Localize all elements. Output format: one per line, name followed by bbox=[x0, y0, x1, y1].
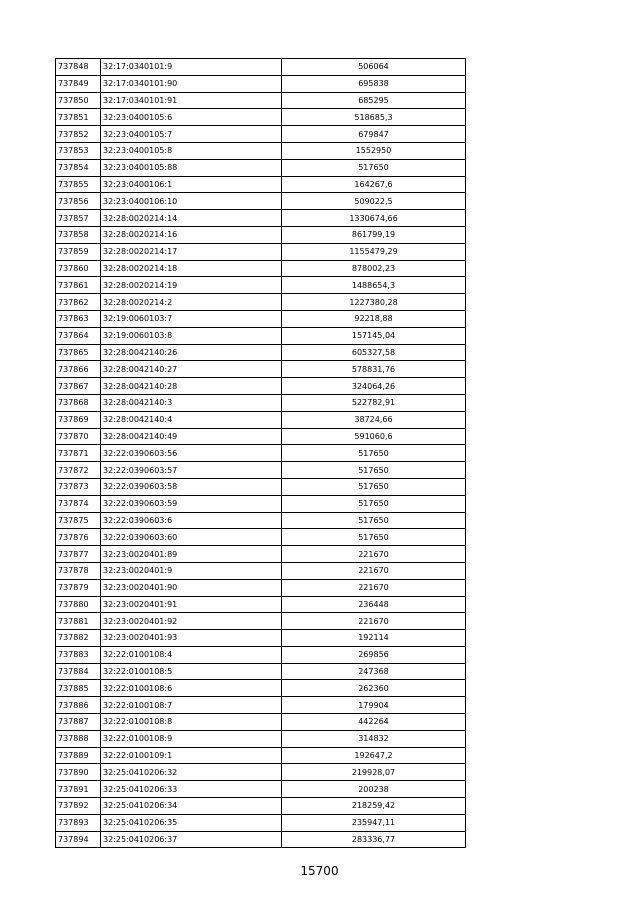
row-id-cell: 737889 bbox=[56, 747, 101, 764]
cadastral-number-cell: 32:23:0400105:6 bbox=[101, 109, 282, 126]
table-row bbox=[56, 310, 466, 327]
row-id-cell: 737878 bbox=[56, 562, 101, 579]
table-row bbox=[56, 109, 466, 126]
row-id-cell: 737891 bbox=[56, 781, 101, 798]
cadastral-value-cell: 605327,58 bbox=[282, 344, 466, 361]
row-id-cell: 737873 bbox=[56, 478, 101, 495]
table-row bbox=[56, 646, 466, 663]
cadastral-number-cell: 32:23:0020401:9 bbox=[101, 562, 282, 579]
cadastral-value-cell: 517650 bbox=[282, 512, 466, 529]
cadastral-value-cell: 262360 bbox=[282, 680, 466, 697]
row-id-cell: 737860 bbox=[56, 260, 101, 277]
table-row bbox=[56, 512, 466, 529]
cadastral-value-cell: 861799,19 bbox=[282, 226, 466, 243]
cadastral-number-cell: 32:22:0390603:56 bbox=[101, 445, 282, 462]
table-row bbox=[56, 277, 466, 294]
row-id-cell: 737855 bbox=[56, 176, 101, 193]
table-row bbox=[56, 193, 466, 210]
row-id-cell: 737870 bbox=[56, 428, 101, 445]
row-id-cell: 737857 bbox=[56, 210, 101, 227]
row-id-cell: 737884 bbox=[56, 663, 101, 680]
cadastral-value-cell: 517650 bbox=[282, 478, 466, 495]
row-id-cell: 737892 bbox=[56, 798, 101, 815]
cadastral-value-cell: 269856 bbox=[282, 646, 466, 663]
row-id-cell: 737886 bbox=[56, 697, 101, 714]
cadastral-number-cell: 32:28:0042140:3 bbox=[101, 394, 282, 411]
cadastral-value-table bbox=[55, 58, 466, 848]
table-row bbox=[56, 378, 466, 395]
table-row bbox=[56, 92, 466, 109]
cadastral-number-cell: 32:22:0390603:6 bbox=[101, 512, 282, 529]
cadastral-value-cell: 179904 bbox=[282, 697, 466, 714]
cadastral-value-cell: 221670 bbox=[282, 579, 466, 596]
row-id-cell: 737865 bbox=[56, 344, 101, 361]
cadastral-value-cell: 192114 bbox=[282, 630, 466, 647]
row-id-cell: 737879 bbox=[56, 579, 101, 596]
cadastral-value-cell: 878002,23 bbox=[282, 260, 466, 277]
table-row bbox=[56, 226, 466, 243]
table-row bbox=[56, 428, 466, 445]
cadastral-value-cell: 235947,11 bbox=[282, 814, 466, 831]
row-id-cell: 737874 bbox=[56, 495, 101, 512]
cadastral-value-cell: 221670 bbox=[282, 562, 466, 579]
table-row bbox=[56, 210, 466, 227]
table-row bbox=[56, 411, 466, 428]
cadastral-number-cell: 32:23:0400105:7 bbox=[101, 126, 282, 143]
cadastral-number-cell: 32:23:0020401:93 bbox=[101, 630, 282, 647]
row-id-cell: 737880 bbox=[56, 596, 101, 613]
table-row bbox=[56, 243, 466, 260]
cadastral-value-cell: 442264 bbox=[282, 714, 466, 731]
table-row bbox=[56, 327, 466, 344]
row-id-cell: 737852 bbox=[56, 126, 101, 143]
cadastral-value-cell: 247368 bbox=[282, 663, 466, 680]
row-id-cell: 737853 bbox=[56, 142, 101, 159]
cadastral-number-cell: 32:23:0020401:89 bbox=[101, 546, 282, 563]
cadastral-number-cell: 32:25:0410206:32 bbox=[101, 764, 282, 781]
table-row bbox=[56, 361, 466, 378]
cadastral-number-cell: 32:22:0100108:8 bbox=[101, 714, 282, 731]
cadastral-value-cell: 578831,76 bbox=[282, 361, 466, 378]
row-id-cell: 737848 bbox=[56, 59, 101, 76]
table-body bbox=[56, 59, 466, 848]
table-row bbox=[56, 546, 466, 563]
cadastral-value-cell: 38724,66 bbox=[282, 411, 466, 428]
table-row bbox=[56, 730, 466, 747]
cadastral-value-cell: 506064 bbox=[282, 59, 466, 76]
cadastral-number-cell: 32:22:0390603:58 bbox=[101, 478, 282, 495]
cadastral-number-cell: 32:25:0410206:34 bbox=[101, 798, 282, 815]
row-id-cell: 737890 bbox=[56, 764, 101, 781]
table-row bbox=[56, 394, 466, 411]
cadastral-value-cell: 518685,3 bbox=[282, 109, 466, 126]
cadastral-number-cell: 32:23:0020401:90 bbox=[101, 579, 282, 596]
cadastral-value-cell: 218259,42 bbox=[282, 798, 466, 815]
cadastral-number-cell: 32:23:0400105:8 bbox=[101, 142, 282, 159]
row-id-cell: 737875 bbox=[56, 512, 101, 529]
cadastral-number-cell: 32:22:0100108:7 bbox=[101, 697, 282, 714]
cadastral-number-cell: 32:17:0340101:9 bbox=[101, 59, 282, 76]
cadastral-number-cell: 32:22:0100108:9 bbox=[101, 730, 282, 747]
cadastral-number-cell: 32:22:0390603:59 bbox=[101, 495, 282, 512]
cadastral-number-cell: 32:23:0400106:10 bbox=[101, 193, 282, 210]
table-row bbox=[56, 344, 466, 361]
cadastral-value-cell: 236448 bbox=[282, 596, 466, 613]
table-row bbox=[56, 529, 466, 546]
cadastral-value-cell: 92218,88 bbox=[282, 310, 466, 327]
cadastral-value-cell: 517650 bbox=[282, 462, 466, 479]
row-id-cell: 737871 bbox=[56, 445, 101, 462]
cadastral-number-cell: 32:28:0020214:14 bbox=[101, 210, 282, 227]
cadastral-number-cell: 32:22:0100108:4 bbox=[101, 646, 282, 663]
cadastral-number-cell: 32:23:0020401:92 bbox=[101, 613, 282, 630]
cadastral-value-cell: 685295 bbox=[282, 92, 466, 109]
cadastral-number-cell: 32:28:0020214:18 bbox=[101, 260, 282, 277]
table-row bbox=[56, 814, 466, 831]
table-row bbox=[56, 630, 466, 647]
row-id-cell: 737876 bbox=[56, 529, 101, 546]
row-id-cell: 737859 bbox=[56, 243, 101, 260]
row-id-cell: 737881 bbox=[56, 613, 101, 630]
row-id-cell: 737882 bbox=[56, 630, 101, 647]
table-row bbox=[56, 596, 466, 613]
row-id-cell: 737862 bbox=[56, 294, 101, 311]
cadastral-number-cell: 32:17:0340101:91 bbox=[101, 92, 282, 109]
table-row bbox=[56, 714, 466, 731]
table-row bbox=[56, 562, 466, 579]
table-row bbox=[56, 294, 466, 311]
row-id-cell: 737858 bbox=[56, 226, 101, 243]
cadastral-number-cell: 32:25:0410206:37 bbox=[101, 831, 282, 848]
table-row bbox=[56, 445, 466, 462]
row-id-cell: 737863 bbox=[56, 310, 101, 327]
cadastral-value-cell: 219928,07 bbox=[282, 764, 466, 781]
row-id-cell: 737850 bbox=[56, 92, 101, 109]
table-row bbox=[56, 831, 466, 848]
cadastral-value-cell: 517650 bbox=[282, 445, 466, 462]
cadastral-value-cell: 1552950 bbox=[282, 142, 466, 159]
cadastral-number-cell: 32:28:0042140:4 bbox=[101, 411, 282, 428]
table-row bbox=[56, 176, 466, 193]
cadastral-number-cell: 32:28:0020214:2 bbox=[101, 294, 282, 311]
row-id-cell: 737856 bbox=[56, 193, 101, 210]
table-row bbox=[56, 697, 466, 714]
cadastral-number-cell: 32:23:0020401:91 bbox=[101, 596, 282, 613]
cadastral-number-cell: 32:19:0060103:7 bbox=[101, 310, 282, 327]
table-row bbox=[56, 680, 466, 697]
cadastral-value-cell: 522782,91 bbox=[282, 394, 466, 411]
page-number: 15700 bbox=[300, 864, 339, 878]
table-row bbox=[56, 478, 466, 495]
row-id-cell: 737861 bbox=[56, 277, 101, 294]
table-row bbox=[56, 798, 466, 815]
cadastral-value-cell: 314832 bbox=[282, 730, 466, 747]
cadastral-number-cell: 32:25:0410206:35 bbox=[101, 814, 282, 831]
row-id-cell: 737867 bbox=[56, 378, 101, 395]
cadastral-value-cell: 221670 bbox=[282, 613, 466, 630]
cadastral-number-cell: 32:22:0100108:5 bbox=[101, 663, 282, 680]
cadastral-value-cell: 324064,26 bbox=[282, 378, 466, 395]
row-id-cell: 737864 bbox=[56, 327, 101, 344]
table-row bbox=[56, 159, 466, 176]
cadastral-number-cell: 32:22:0390603:57 bbox=[101, 462, 282, 479]
row-id-cell: 737887 bbox=[56, 714, 101, 731]
table-row bbox=[56, 260, 466, 277]
row-id-cell: 737883 bbox=[56, 646, 101, 663]
row-id-cell: 737854 bbox=[56, 159, 101, 176]
row-id-cell: 737888 bbox=[56, 730, 101, 747]
cadastral-value-cell: 1155479,29 bbox=[282, 243, 466, 260]
cadastral-number-cell: 32:28:0020214:17 bbox=[101, 243, 282, 260]
cadastral-number-cell: 32:28:0020214:19 bbox=[101, 277, 282, 294]
table-row bbox=[56, 579, 466, 596]
cadastral-number-cell: 32:22:0390603:60 bbox=[101, 529, 282, 546]
table-row bbox=[56, 613, 466, 630]
cadastral-value-cell: 695838 bbox=[282, 75, 466, 92]
table-row bbox=[56, 495, 466, 512]
cadastral-number-cell: 32:28:0042140:49 bbox=[101, 428, 282, 445]
cadastral-value-cell: 1488654,3 bbox=[282, 277, 466, 294]
cadastral-value-cell: 517650 bbox=[282, 495, 466, 512]
cadastral-number-cell: 32:17:0340101:90 bbox=[101, 75, 282, 92]
table-row bbox=[56, 126, 466, 143]
cadastral-number-cell: 32:28:0042140:26 bbox=[101, 344, 282, 361]
cadastral-value-cell: 1330674,66 bbox=[282, 210, 466, 227]
table-row bbox=[56, 142, 466, 159]
cadastral-value-cell: 164267,6 bbox=[282, 176, 466, 193]
table-row bbox=[56, 462, 466, 479]
cadastral-value-cell: 157145,04 bbox=[282, 327, 466, 344]
row-id-cell: 737869 bbox=[56, 411, 101, 428]
row-id-cell: 737877 bbox=[56, 546, 101, 563]
table-row bbox=[56, 59, 466, 76]
table-row bbox=[56, 663, 466, 680]
cadastral-number-cell: 32:23:0400106:1 bbox=[101, 176, 282, 193]
row-id-cell: 737893 bbox=[56, 814, 101, 831]
row-id-cell: 737872 bbox=[56, 462, 101, 479]
cadastral-value-cell: 221670 bbox=[282, 546, 466, 563]
cadastral-value-cell: 679847 bbox=[282, 126, 466, 143]
cadastral-value-cell: 517650 bbox=[282, 159, 466, 176]
cadastral-value-cell: 591060,6 bbox=[282, 428, 466, 445]
table-row bbox=[56, 75, 466, 92]
cadastral-number-cell: 32:28:0042140:28 bbox=[101, 378, 282, 395]
row-id-cell: 737866 bbox=[56, 361, 101, 378]
cadastral-value-cell: 517650 bbox=[282, 529, 466, 546]
cadastral-value-cell: 192647,2 bbox=[282, 747, 466, 764]
cadastral-number-cell: 32:28:0020214:16 bbox=[101, 226, 282, 243]
cadastral-value-cell: 283336,77 bbox=[282, 831, 466, 848]
cadastral-number-cell: 32:23:0400105:88 bbox=[101, 159, 282, 176]
table-row bbox=[56, 747, 466, 764]
cadastral-number-cell: 32:25:0410206:33 bbox=[101, 781, 282, 798]
table-row bbox=[56, 764, 466, 781]
cadastral-number-cell: 32:19:0060103:8 bbox=[101, 327, 282, 344]
row-id-cell: 737849 bbox=[56, 75, 101, 92]
cadastral-number-cell: 32:22:0100108:6 bbox=[101, 680, 282, 697]
cadastral-number-cell: 32:28:0042140:27 bbox=[101, 361, 282, 378]
row-id-cell: 737885 bbox=[56, 680, 101, 697]
cadastral-value-cell: 509022,5 bbox=[282, 193, 466, 210]
cadastral-value-cell: 1227380,28 bbox=[282, 294, 466, 311]
cadastral-value-cell: 200238 bbox=[282, 781, 466, 798]
cadastral-number-cell: 32:22:0100109:1 bbox=[101, 747, 282, 764]
row-id-cell: 737851 bbox=[56, 109, 101, 126]
row-id-cell: 737868 bbox=[56, 394, 101, 411]
table-row bbox=[56, 781, 466, 798]
row-id-cell: 737894 bbox=[56, 831, 101, 848]
